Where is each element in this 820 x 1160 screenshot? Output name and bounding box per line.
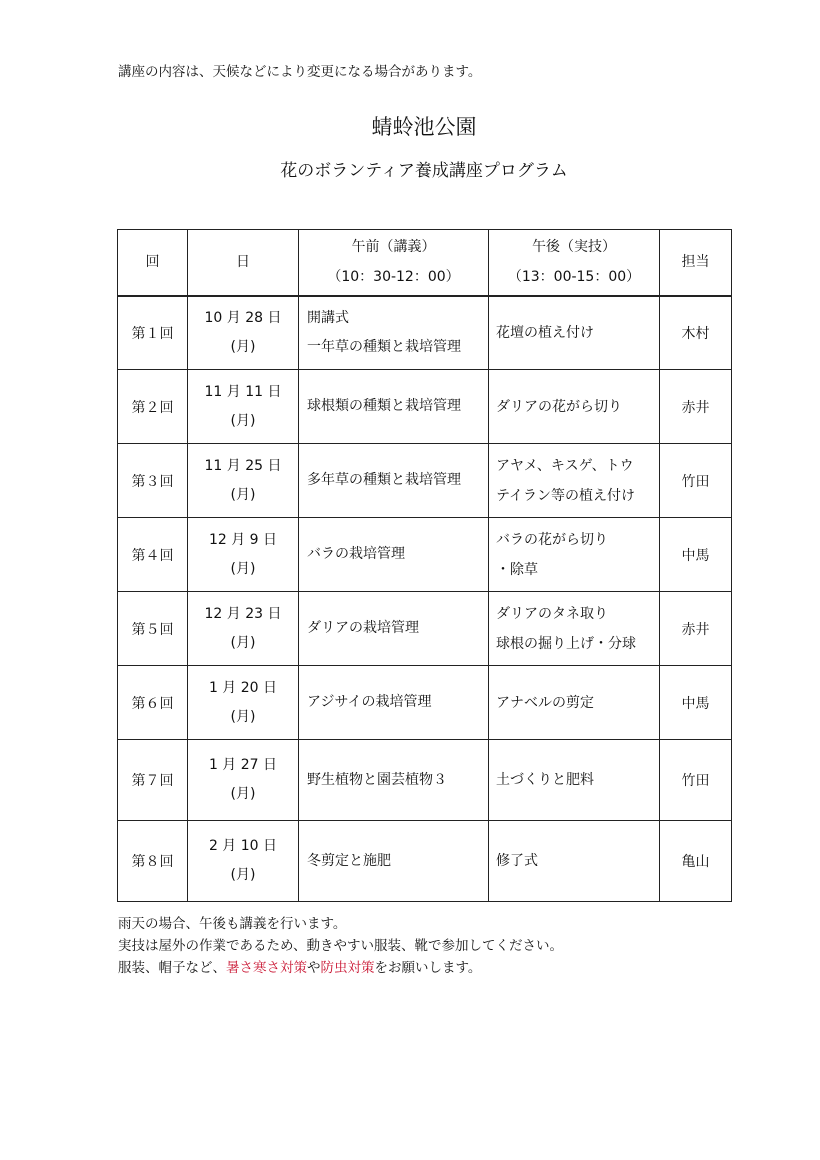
session-date: 10 月 28 日 <box>204 309 282 326</box>
morning-lecture-cell <box>299 821 489 902</box>
morning-lecture-line: 冬剪定と施肥 <box>307 852 391 869</box>
session-staff: 赤井 <box>660 370 732 444</box>
session-date-cell <box>188 518 299 592</box>
afternoon-practice-line: 修了式 <box>496 853 538 869</box>
session-number: 第２回 <box>118 370 188 444</box>
session-weekday: (月) <box>230 412 256 429</box>
note-measures-text-a: 服装、帽子など、 <box>118 960 226 976</box>
notice-top: 講座の内容は、天候などにより変更になる場合があります。 <box>118 64 482 80</box>
session-weekday: (月) <box>230 708 256 725</box>
afternoon-practice-cell <box>489 370 660 444</box>
header-am-time: （10：30-12：00） <box>327 269 460 286</box>
note-clothing: 実技は屋外の作業であるため、動きやすい服装、靴で参加してください。 <box>118 938 563 954</box>
afternoon-practice-cell <box>489 740 660 821</box>
afternoon-practice-line: ダリアの花がら切り <box>496 398 622 415</box>
table-row <box>118 296 732 370</box>
afternoon-practice-cell <box>489 296 660 370</box>
afternoon-practice-line: 球根の掘り上げ・分球 <box>496 635 636 652</box>
afternoon-practice-line: ・除草 <box>496 561 538 578</box>
afternoon-practice-line: 土づくりと肥料 <box>496 772 594 788</box>
session-date-cell <box>188 296 299 370</box>
table-row <box>118 666 732 740</box>
session-weekday: (月) <box>230 867 256 883</box>
session-staff: 木村 <box>660 296 732 370</box>
note-measures <box>118 957 563 979</box>
session-number: 第６回 <box>118 666 188 740</box>
header-staff: 担当 <box>660 230 732 296</box>
morning-lecture-cell <box>299 666 489 740</box>
page-subtitle: 花のボランティア養成講座プログラム <box>280 161 568 181</box>
session-date: 1 月 20 日 <box>208 679 278 696</box>
afternoon-practice-line: 花壇の植え付け <box>496 324 594 341</box>
morning-lecture-line: 球根類の種類と栽培管理 <box>307 398 461 414</box>
program-table <box>117 229 732 902</box>
session-staff: 中馬 <box>660 666 732 740</box>
morning-lecture-line: 一年草の種類と栽培管理 <box>307 338 461 355</box>
header-am-label: 午前（講義） <box>351 239 436 256</box>
table-row <box>118 740 732 821</box>
session-date-cell <box>188 592 299 666</box>
afternoon-practice-cell <box>489 666 660 740</box>
header-pm <box>489 230 660 296</box>
note-measures-text-b: や <box>307 960 321 976</box>
afternoon-practice-line: バラの花がら切り <box>496 531 608 548</box>
session-number: 第８回 <box>118 821 188 902</box>
table-row <box>118 518 732 592</box>
session-staff: 竹田 <box>660 740 732 821</box>
morning-lecture-line: バラの栽培管理 <box>307 546 405 562</box>
morning-lecture-line: 多年草の種類と栽培管理 <box>307 472 461 488</box>
session-number: 第５回 <box>118 592 188 666</box>
session-date-cell <box>188 370 299 444</box>
header-pm-time: （13：00-15：00） <box>507 269 641 286</box>
session-staff: 亀山 <box>660 821 732 902</box>
afternoon-practice-cell <box>489 444 660 518</box>
session-date: 11 月 11 日 <box>204 383 282 400</box>
afternoon-practice-line: アヤメ、キスゲ、トウ <box>496 457 634 474</box>
session-date: 12 月 9 日 <box>208 531 278 548</box>
table-row <box>118 444 732 518</box>
header-date: 日 <box>188 230 299 296</box>
afternoon-practice-cell <box>489 518 660 592</box>
session-number: 第３回 <box>118 444 188 518</box>
table-header-row <box>118 230 732 296</box>
morning-lecture-cell <box>299 592 489 666</box>
table-body <box>118 296 732 902</box>
morning-lecture-cell <box>299 370 489 444</box>
session-date: 12 月 23 日 <box>204 605 282 622</box>
afternoon-practice-cell <box>489 821 660 902</box>
note-rain: 雨天の場合、午後も講義を行います。 <box>118 916 347 932</box>
note-measures-text-c: をお願いします。 <box>374 960 482 976</box>
morning-lecture-line: ダリアの栽培管理 <box>307 620 419 636</box>
afternoon-practice-line: テイラン等の植え付け <box>496 487 636 504</box>
table-row <box>118 592 732 666</box>
session-weekday: (月) <box>230 786 256 802</box>
session-number: 第７回 <box>118 740 188 821</box>
note-insect-measures: 防虫対策 <box>320 960 375 976</box>
session-staff: 竹田 <box>660 444 732 518</box>
session-date-cell <box>188 444 299 518</box>
afternoon-practice-cell <box>489 592 660 666</box>
session-date: 2 月 10 日 <box>208 838 278 854</box>
page-title: 蜻蛉池公園 <box>371 115 477 139</box>
session-staff: 赤井 <box>660 592 732 666</box>
session-weekday: (月) <box>230 560 256 577</box>
table-row <box>118 370 732 444</box>
session-number: 第１回 <box>118 296 188 370</box>
note-heat-cold-measures: 暑さ寒さ対策 <box>226 960 307 976</box>
session-date-cell <box>188 740 299 821</box>
session-date: 11 月 25 日 <box>204 457 282 474</box>
session-weekday: (月) <box>230 338 256 355</box>
morning-lecture-cell <box>299 740 489 821</box>
session-weekday: (月) <box>230 486 256 503</box>
morning-lecture-cell <box>299 296 489 370</box>
afternoon-practice-line: ダリアのタネ取り <box>496 605 608 622</box>
morning-lecture-cell <box>299 444 489 518</box>
morning-lecture-line: 開講式 <box>307 309 349 326</box>
morning-lecture-line: アジサイの栽培管理 <box>307 694 432 710</box>
morning-lecture-cell <box>299 518 489 592</box>
notes <box>118 913 563 979</box>
header-am <box>299 230 489 296</box>
table-row <box>118 821 732 902</box>
session-date-cell <box>188 666 299 740</box>
session-weekday: (月) <box>230 634 256 651</box>
afternoon-practice-line: アナベルの剪定 <box>496 694 594 711</box>
header-pm-label: 午後（実技） <box>532 239 616 256</box>
morning-lecture-line: 野生植物と園芸植物３ <box>307 771 447 788</box>
session-number: 第４回 <box>118 518 188 592</box>
session-date-cell <box>188 821 299 902</box>
session-date: 1 月 27 日 <box>208 757 278 773</box>
session-staff: 中馬 <box>660 518 732 592</box>
header-no: 回 <box>118 230 188 296</box>
